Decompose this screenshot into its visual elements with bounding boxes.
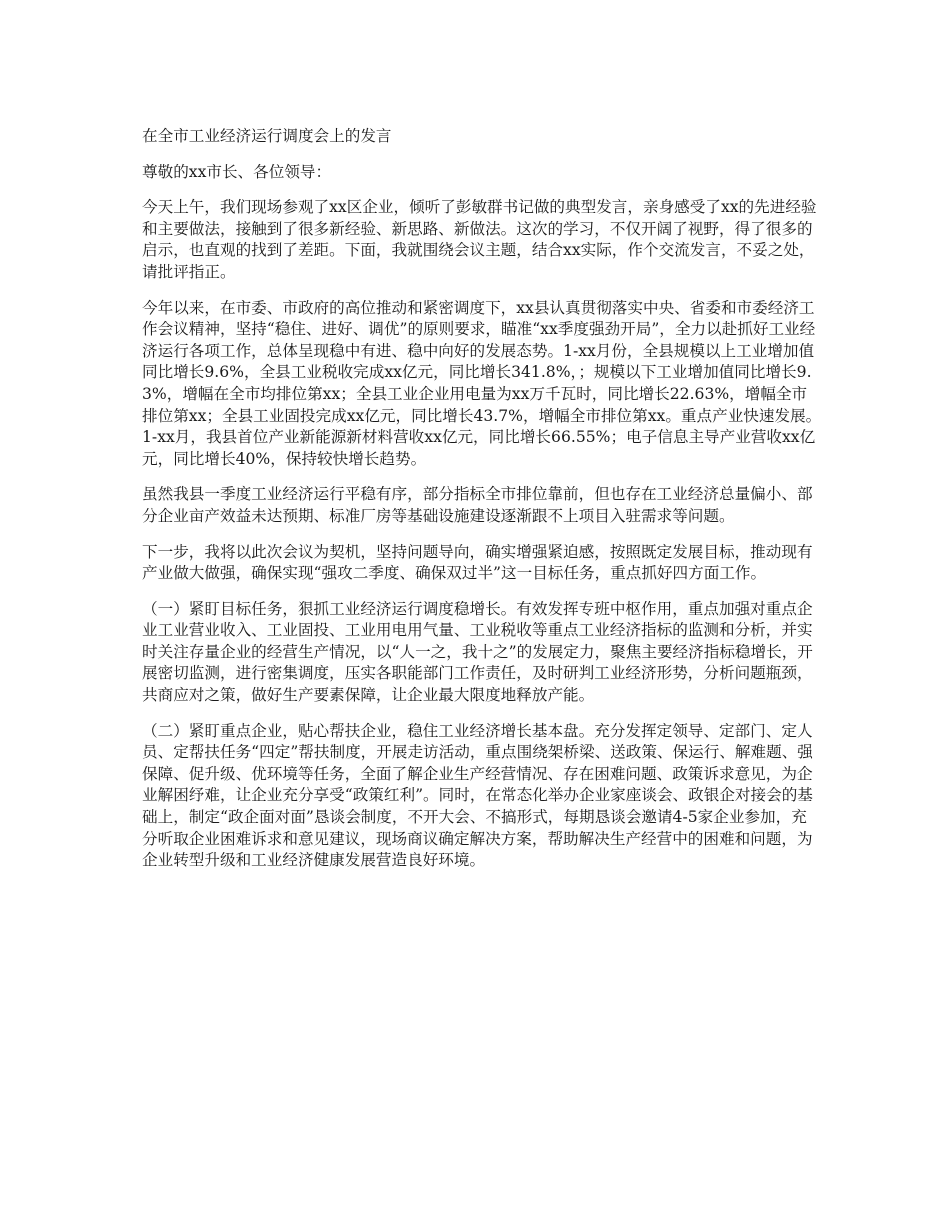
paragraph-intro: 今天上午，我们现场参观了xx区企业，倾听了彭敏群书记做的典型发言，亲身感受了xx的先进经验和主要做法，接触到了很多新经验、新思路、新做法。这次的学习，不仅开阔了视野，得了很多的启示，也直观的找到了差距。下面，我就围绕会议主题，结合xx实际，作个交流发言，不妥之处，请批评指正。 xyxy=(142,198,817,281)
paragraph-next-steps: 下一步，我将以此次会议为契机，坚持问题导向，确实增强紧迫感，按照既定发展目标，推动现有产业做大做强，确保实现“强攻二季度、确保双过半”这一目标任务，重点抓好四方面工作。 xyxy=(142,542,813,583)
paragraph-task-two: （二）紧盯重点企业，贴心帮扶企业，稳住工业经济增长基本盘。充分发挥定领导、定部门、定人员、定帮扶任务“四定”帮扶制度，开展走访活动，重点围绕架桥梁、送政策、保运行、解难题、强保障、促升级、优环境等任务，全面了解企业生产经营情况、存在困难问题、政策诉求意见，为企业解困纾难，让企业充分享受“政策红利”。同时，在常态化举办企业家座谈会、政银企对接会的基础上，制定“政企面对面”恳谈会制度，不开大会、不搞形式，每期恳谈会邀请4-5家企业参加，充分听取企业困难诉求和意见建议，现场商议确定解决方案，帮助解决生产经营中的困难和问题，为企业转型升级和工业经济健康发展营造良好环境。 xyxy=(142,721,813,870)
salutation: 尊敬的xx市长、各位领导： xyxy=(142,162,332,181)
paragraph-task-one: （一）紧盯目标任务，狠抓工业经济运行调度稳增长。有效发挥专班中枢作用，重点加强对重点企业工业营业收入、工业固投、工业用电用气量、工业税收等重点工业经济指标的监测和分析，并实时关注存量企业的经营生产情况，以“人一之，我十之”的发展定力，聚焦主要经济指标稳增长，开展密切监测，进行密集调度，压实各职能部门工作责任，及时研判工业经济形势，分析问题瓶颈，共商应对之策，做好生产要素保障，让企业最大限度地释放产能。 xyxy=(142,599,813,705)
document-body xyxy=(142,126,822,886)
paragraph-problems: 虽然我县一季度工业经济运行平稳有序，部分指标全市排位靠前，但也存在工业经济总量偏小、部分企业亩产效益未达预期、标准厂房等基础设施建设逐渐跟不上项目入驻需求等问题。 xyxy=(142,485,813,525)
paragraph-performance: 今年以来，在市委、市政府的高位推动和紧密调度下，xx县认真贯彻落实中央、省委和市委经济工作会议精神，坚持“稳住、进好、调优”的原则要求，瞄准“xx季度强劲开局”，全力以赴抓好工业经济运行各项工作，总体呈现稳中有进、稳中向好的发展态势。1-xx月份，全县规模以上工业增加值同比增长9.6%，全县工业税收完成xx亿元，同比增长341.8%，；规模以下工业增加值同比增长9.3%，增幅在全市均排位第xx；全县工业企业用电量为xx万千瓦时，同比增长22.63%，增幅全市排位第xx；全县工业固投完成xx亿元，同比增长43.7%，增幅全市排位第xx。重点产业快速发展。1-xx月，我县首位产业新能源新材料营收xx亿元，同比增长66.55%；电子信息主导产业营收xx亿元，同比增长40%，保持较快增长趋势。 xyxy=(142,298,822,468)
document-title: 在全市工业经济运行调度会上的发言 xyxy=(142,127,392,145)
